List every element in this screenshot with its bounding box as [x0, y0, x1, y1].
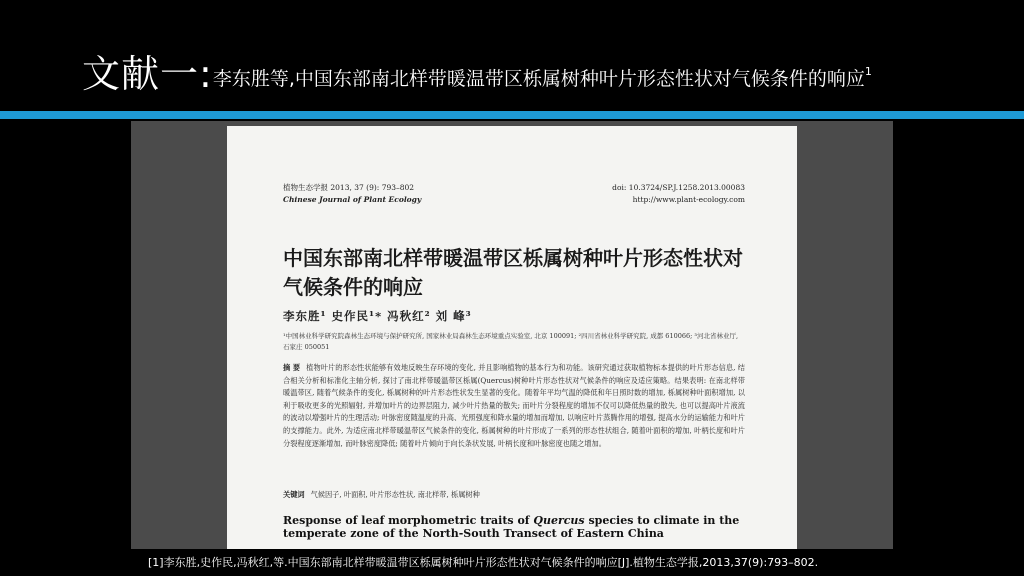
title-en-part2: species to climate in the temperate zone of the North-South Transect of Eastern China: [283, 514, 740, 540]
doi-text: doi: 10.3724/SP.J.1258.2013.00083: [612, 183, 745, 192]
slide-title-main: 文献一:: [82, 52, 213, 96]
reference-citation: [1]李东胜,史作民,冯秋红,等.中国东部南北样带暖温带区栎属树种叶片形态性状对气候条件的响应[J].植物生态学报,2013,37(9):793–802.: [148, 556, 819, 569]
journal-url: http://www.plant-ecology.com: [632, 195, 745, 204]
paper-abstract: [283, 362, 745, 450]
journal-header: [283, 182, 421, 206]
footnote-marker: 1: [864, 65, 872, 78]
slide-title-subtitle: 李东胜等,中国东部南北样带暖温带区栎属树种叶片形态性状对气候条件的响应: [212, 68, 865, 90]
accent-divider: [0, 111, 1024, 119]
paper-affiliations: ¹中国林业科学研究院森林生态环境与保护研究所, 国家林业局森林生态环境重点实验室, 北京 100091; ²四川省林业科学研究院, 成都 610066; ³河北省林业厅, 石家庄 050051: [283, 332, 739, 351]
keywords-text: 气候因子, 叶面积, 叶片形态性状, 南北样带, 栎属树种: [310, 490, 480, 499]
doi-header: [612, 182, 745, 206]
paper-keywords: [283, 490, 745, 500]
abstract-text: 植物叶片的形态性状能够有效地反映生存环境的变化, 并且影响植物的基本行为和功能。该研究通过获取植物标本提供的叶片形态信息, 结合相关分析和标准化主轴分析, 探讨了南北样带暖温带区栎属(Quercus)树种叶片形态性状对气候条件的响应及适应策略。结果表明: 在南北样带暖温带区, 随着气候条件的变化, 栎属树种的叶片形态性状发生显著的变化。随着年平均气温的降低和年日照时数的增加, 栎属树种叶面积增加, 以利于吸收更多的光照辐射, 并增加叶片的边界层阻力, 减少叶片热量的散失; 而叶片分裂程度的增加不仅可以降低热量的散失, 也可以提高叶片液流的波动以增强叶片的生理活动; 叶脉密度随温度的升高、光照强度和降水量的增加而增加, 以响应叶片蒸腾作用的增强, 提高水分的运输能力和叶片的支撑能力。此外, 为适应南北样带暖温带区气候条件的变化, 栎属树种的叶片形成了一系列的形态性状组合, 随着叶面积的增加, 叶柄长度和叶片分裂程度逐渐增加, 而叶脉密度降低; 随着叶片倾向于向长条状发展, 叶柄长度和叶脉密度也随之增加。: [283, 363, 745, 448]
journal-en: Chinese Journal of Plant Ecology: [283, 195, 422, 204]
paper-title-en: [283, 514, 753, 540]
title-en-part1: Response of leaf morphometric traits of: [283, 514, 534, 527]
paper-authors: 李东胜¹ 史作民¹* 冯秋红² 刘 峰³: [283, 309, 472, 323]
slide-title: [82, 50, 872, 98]
paper-title-cn: 中国东部南北样带暖温带区栎属树种叶片形态性状对气候条件的响应: [283, 246, 743, 299]
abstract-label: 摘 要: [283, 363, 301, 372]
title-en-genus: Quercus: [533, 514, 585, 527]
keywords-label: 关键词: [283, 490, 305, 499]
paper-page-image: [227, 126, 797, 549]
journal-cn: 植物生态学报 2013, 37 (9): 793–802: [283, 183, 415, 192]
